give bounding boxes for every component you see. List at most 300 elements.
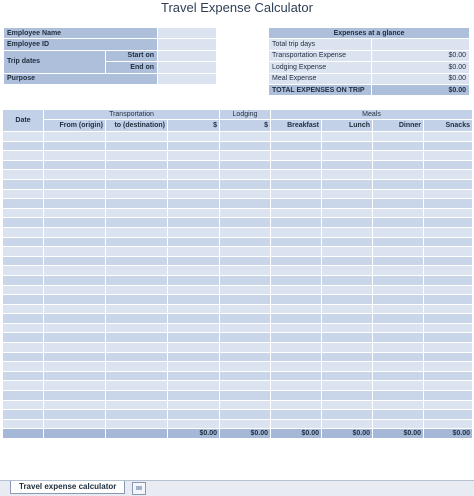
total-lodging[interactable]: $0.00	[220, 429, 271, 439]
grid-cell[interactable]	[322, 323, 373, 333]
grid-cell[interactable]	[322, 151, 373, 161]
grid-cell[interactable]	[106, 381, 168, 391]
grid-cell[interactable]	[168, 179, 220, 189]
grid-cell[interactable]	[271, 208, 322, 218]
table-row	[3, 391, 473, 401]
grid-cell[interactable]	[44, 323, 106, 333]
grid-cell[interactable]	[373, 151, 424, 161]
grid-cell[interactable]	[168, 275, 220, 285]
grid-cell[interactable]	[3, 371, 44, 381]
grid-cell[interactable]	[106, 247, 168, 257]
grid-cell[interactable]	[373, 256, 424, 266]
grid-cell[interactable]	[424, 256, 473, 266]
grid-cell[interactable]	[373, 419, 424, 429]
grid-cell[interactable]	[3, 132, 44, 142]
grid-cell[interactable]	[168, 247, 220, 257]
grid-cell[interactable]	[424, 410, 473, 420]
grid-cell[interactable]	[373, 295, 424, 305]
grid-cell[interactable]	[271, 314, 322, 324]
grid-cell[interactable]	[3, 151, 44, 161]
grid-cell[interactable]	[44, 237, 106, 247]
grid-cell[interactable]	[168, 323, 220, 333]
grid-cell[interactable]	[106, 275, 168, 285]
grid-cell[interactable]	[271, 160, 322, 170]
grid-cell[interactable]	[220, 285, 271, 295]
grid-cell[interactable]	[271, 275, 322, 285]
end-on-input[interactable]	[158, 62, 217, 73]
grid-cell[interactable]	[220, 352, 271, 362]
grid-cell[interactable]	[220, 218, 271, 228]
grid-cell[interactable]	[3, 352, 44, 362]
grid-cell[interactable]	[322, 333, 373, 343]
table-row	[3, 333, 473, 343]
grid-cell[interactable]	[424, 371, 473, 381]
grid-cell[interactable]	[44, 275, 106, 285]
grid-cell[interactable]	[424, 151, 473, 161]
grid-cell[interactable]	[106, 237, 168, 247]
grid-cell[interactable]	[271, 218, 322, 228]
grid-cell[interactable]	[106, 391, 168, 401]
grid-cell[interactable]	[322, 343, 373, 353]
grid-cell[interactable]	[44, 419, 106, 429]
grid-cell[interactable]	[220, 304, 271, 314]
grid-cell[interactable]	[44, 314, 106, 324]
grid-cell[interactable]	[3, 266, 44, 276]
grid-cell[interactable]	[373, 410, 424, 420]
grid-cell[interactable]	[373, 266, 424, 276]
grid-cell[interactable]	[322, 256, 373, 266]
summary-value[interactable]: $0.00	[371, 73, 469, 84]
grid-cell[interactable]	[44, 333, 106, 343]
sheet-tab-travel-expense-calculator[interactable]: Travel expense calculator	[10, 481, 125, 494]
grid-cell[interactable]	[424, 295, 473, 305]
grid-cell[interactable]	[44, 304, 106, 314]
grid-cell[interactable]	[373, 343, 424, 353]
grid-cell[interactable]	[271, 295, 322, 305]
summary-value[interactable]: $0.00	[371, 62, 469, 73]
grid-cell[interactable]	[424, 141, 473, 151]
grid-cell[interactable]	[373, 371, 424, 381]
grid-cell[interactable]	[3, 256, 44, 266]
grid-cell[interactable]	[3, 419, 44, 429]
grid-cell[interactable]	[424, 400, 473, 410]
grid-cell[interactable]	[322, 391, 373, 401]
grid-cell[interactable]	[106, 343, 168, 353]
start-on-input[interactable]	[158, 50, 217, 61]
grid-cell[interactable]	[106, 189, 168, 199]
grid-cell[interactable]	[3, 247, 44, 257]
grid-cell[interactable]	[3, 381, 44, 391]
grid-cell[interactable]	[322, 285, 373, 295]
grid-cell[interactable]	[271, 227, 322, 237]
grid-cell[interactable]	[271, 285, 322, 295]
grid-cell[interactable]	[424, 208, 473, 218]
grid-cell[interactable]	[106, 141, 168, 151]
grid-cell[interactable]	[3, 189, 44, 199]
grid-cell[interactable]	[424, 237, 473, 247]
grid-cell[interactable]	[44, 266, 106, 276]
grid-cell[interactable]	[271, 400, 322, 410]
grid-cell[interactable]	[220, 275, 271, 285]
grid-cell[interactable]	[322, 295, 373, 305]
grid-cell[interactable]	[168, 208, 220, 218]
grid-cell[interactable]	[3, 323, 44, 333]
grid-cell[interactable]	[322, 362, 373, 372]
grid-cell[interactable]	[106, 199, 168, 209]
grid-cell[interactable]	[168, 285, 220, 295]
grid-cell[interactable]	[271, 352, 322, 362]
grid-cell[interactable]	[3, 275, 44, 285]
total-expenses-value[interactable]: $0.00	[371, 84, 469, 95]
grid-cell[interactable]	[220, 247, 271, 257]
grid-cell[interactable]	[106, 419, 168, 429]
grid-cell[interactable]	[168, 371, 220, 381]
grid-cell[interactable]	[44, 343, 106, 353]
grid-cell[interactable]	[424, 343, 473, 353]
grid-cell[interactable]	[424, 247, 473, 257]
grid-cell[interactable]	[106, 151, 168, 161]
grid-cell[interactable]	[168, 343, 220, 353]
grid-cell[interactable]	[168, 266, 220, 276]
grid-cell[interactable]	[373, 247, 424, 257]
grid-cell[interactable]	[322, 381, 373, 391]
grid-cell[interactable]	[220, 266, 271, 276]
grid-cell[interactable]	[424, 391, 473, 401]
grid-cell[interactable]	[168, 314, 220, 324]
grid-cell[interactable]	[373, 304, 424, 314]
total-snacks[interactable]: $0.00	[424, 429, 473, 439]
grid-cell[interactable]	[220, 237, 271, 247]
grid-cell[interactable]	[220, 343, 271, 353]
grid-cell[interactable]	[44, 199, 106, 209]
grid-cell[interactable]	[3, 160, 44, 170]
grid-cell[interactable]	[322, 314, 373, 324]
grid-cell[interactable]	[424, 170, 473, 180]
grid-cell[interactable]	[106, 208, 168, 218]
grid-cell[interactable]	[44, 208, 106, 218]
summary-value[interactable]	[371, 39, 469, 50]
grid-cell[interactable]	[322, 400, 373, 410]
grid-cell[interactable]	[220, 400, 271, 410]
grid-cell[interactable]	[44, 160, 106, 170]
grid-cell[interactable]	[373, 333, 424, 343]
grid-cell[interactable]	[106, 400, 168, 410]
grid-cell[interactable]	[168, 381, 220, 391]
total-dinner[interactable]: $0.00	[373, 429, 424, 439]
grid-cell[interactable]	[220, 391, 271, 401]
grid-cell[interactable]	[271, 141, 322, 151]
grid-cell[interactable]	[168, 227, 220, 237]
grid-cell[interactable]	[322, 419, 373, 429]
grid-cell[interactable]	[3, 141, 44, 151]
grid-cell[interactable]	[220, 132, 271, 142]
grid-cell[interactable]	[220, 179, 271, 189]
grid-cell[interactable]	[424, 333, 473, 343]
grid-cell[interactable]	[220, 227, 271, 237]
grid-cell[interactable]	[322, 132, 373, 142]
grid-cell[interactable]	[220, 323, 271, 333]
grid-cell[interactable]	[271, 362, 322, 372]
grid-cell[interactable]	[271, 333, 322, 343]
grid-cell[interactable]	[3, 410, 44, 420]
grid-cell[interactable]	[322, 189, 373, 199]
grid-cell[interactable]	[168, 218, 220, 228]
grid-cell[interactable]	[44, 247, 106, 257]
grid-cell[interactable]	[271, 304, 322, 314]
grid-cell[interactable]	[373, 160, 424, 170]
grid-cell[interactable]	[106, 285, 168, 295]
grid-cell[interactable]	[106, 132, 168, 142]
grid-cell[interactable]	[168, 304, 220, 314]
grid-cell[interactable]	[424, 227, 473, 237]
grid-cell[interactable]	[3, 218, 44, 228]
grid-cell[interactable]	[322, 141, 373, 151]
grid-cell[interactable]	[424, 352, 473, 362]
grid-cell[interactable]	[168, 400, 220, 410]
grid-cell[interactable]	[44, 410, 106, 420]
grid-cell[interactable]	[424, 314, 473, 324]
grid-cell[interactable]	[220, 151, 271, 161]
grid-cell[interactable]	[106, 410, 168, 420]
grid-cell[interactable]	[373, 352, 424, 362]
grid-cell[interactable]	[168, 189, 220, 199]
grid-cell[interactable]	[322, 352, 373, 362]
grid-cell[interactable]	[44, 141, 106, 151]
grid-cell[interactable]	[106, 295, 168, 305]
grid-cell[interactable]	[220, 381, 271, 391]
grid-cell[interactable]	[322, 179, 373, 189]
purpose-input[interactable]	[158, 73, 217, 84]
grid-cell[interactable]	[3, 227, 44, 237]
grid-cell[interactable]	[168, 333, 220, 343]
grid-cell[interactable]	[168, 170, 220, 180]
grid-cell[interactable]	[44, 362, 106, 372]
grid-cell[interactable]	[373, 391, 424, 401]
grid-cell[interactable]	[424, 275, 473, 285]
grid-cell[interactable]	[44, 218, 106, 228]
grid-cell[interactable]	[271, 247, 322, 257]
grid-cell[interactable]	[168, 160, 220, 170]
grid-cell[interactable]	[44, 170, 106, 180]
grid-cell[interactable]	[220, 295, 271, 305]
grid-cell[interactable]	[44, 352, 106, 362]
grid-cell[interactable]	[3, 208, 44, 218]
grid-cell[interactable]	[373, 132, 424, 142]
grid-cell[interactable]	[322, 247, 373, 257]
grid-cell[interactable]	[424, 132, 473, 142]
grid-cell[interactable]	[44, 179, 106, 189]
grid-cell[interactable]	[373, 381, 424, 391]
grid-cell[interactable]	[3, 304, 44, 314]
grid-cell[interactable]	[322, 170, 373, 180]
grid-cell[interactable]	[220, 371, 271, 381]
grid-cell[interactable]	[373, 227, 424, 237]
total-lunch[interactable]: $0.00	[322, 429, 373, 439]
grid-cell[interactable]	[271, 170, 322, 180]
total-breakfast[interactable]: $0.00	[271, 429, 322, 439]
grid-cell[interactable]	[106, 362, 168, 372]
grid-cell[interactable]	[424, 179, 473, 189]
grid-cell[interactable]	[3, 170, 44, 180]
grid-cell[interactable]	[44, 256, 106, 266]
grid-cell[interactable]	[322, 275, 373, 285]
grid-cell[interactable]	[271, 237, 322, 247]
grid-cell[interactable]	[271, 381, 322, 391]
summary-value[interactable]: $0.00	[371, 50, 469, 61]
grid-cell[interactable]	[44, 371, 106, 381]
grid-cell[interactable]	[168, 199, 220, 209]
grid-cell[interactable]	[168, 132, 220, 142]
grid-cell[interactable]	[220, 199, 271, 209]
grid-cell[interactable]	[373, 362, 424, 372]
grid-cell[interactable]	[424, 419, 473, 429]
grid-cell[interactable]	[424, 160, 473, 170]
grid-cell[interactable]	[322, 371, 373, 381]
grid-cell[interactable]	[106, 256, 168, 266]
grid-cell[interactable]	[44, 400, 106, 410]
grid-cell[interactable]	[3, 362, 44, 372]
grid-cell[interactable]	[271, 343, 322, 353]
grid-cell[interactable]	[373, 189, 424, 199]
grid-cell[interactable]	[44, 189, 106, 199]
grid-cell[interactable]	[271, 256, 322, 266]
grid-cell[interactable]	[271, 391, 322, 401]
grid-cell[interactable]	[168, 391, 220, 401]
grid-cell[interactable]	[271, 323, 322, 333]
grid-cell[interactable]	[373, 314, 424, 324]
grid-cell[interactable]	[271, 266, 322, 276]
grid-cell[interactable]	[424, 189, 473, 199]
grid-cell[interactable]	[373, 237, 424, 247]
grid-cell[interactable]	[168, 419, 220, 429]
grid-cell[interactable]	[3, 333, 44, 343]
grid-cell[interactable]	[373, 199, 424, 209]
grid-cell[interactable]	[3, 199, 44, 209]
grid-cell[interactable]	[220, 189, 271, 199]
grid-cell[interactable]	[3, 179, 44, 189]
insert-sheet-icon[interactable]	[132, 482, 146, 495]
grid-cell[interactable]	[373, 179, 424, 189]
grid-cell[interactable]	[271, 179, 322, 189]
grid-cell[interactable]	[322, 199, 373, 209]
grid-cell[interactable]	[106, 304, 168, 314]
grid-cell[interactable]	[168, 362, 220, 372]
grid-cell[interactable]	[220, 160, 271, 170]
grid-cell[interactable]	[322, 410, 373, 420]
grid-cell[interactable]	[271, 189, 322, 199]
grid-cell[interactable]	[220, 333, 271, 343]
grid-cell[interactable]	[271, 419, 322, 429]
grid-cell[interactable]	[322, 160, 373, 170]
grid-cell[interactable]	[424, 323, 473, 333]
grid-cell[interactable]	[3, 237, 44, 247]
grid-cell[interactable]	[424, 304, 473, 314]
grid-cell[interactable]	[168, 410, 220, 420]
grid-cell[interactable]	[271, 151, 322, 161]
table-row	[3, 141, 473, 151]
grid-cell[interactable]	[220, 141, 271, 151]
grid-cell[interactable]	[322, 227, 373, 237]
grid-cell[interactable]	[168, 237, 220, 247]
grid-cell[interactable]	[373, 275, 424, 285]
grid-cell[interactable]	[106, 314, 168, 324]
grid-cell[interactable]	[373, 170, 424, 180]
grid-cell[interactable]	[220, 314, 271, 324]
grid-cell[interactable]	[220, 208, 271, 218]
grid-cell[interactable]	[106, 227, 168, 237]
grid-cell[interactable]	[106, 160, 168, 170]
grid-cell[interactable]	[271, 371, 322, 381]
grid-cell[interactable]	[373, 400, 424, 410]
grid-cell[interactable]	[106, 266, 168, 276]
grid-cell[interactable]	[220, 362, 271, 372]
grid-cell[interactable]	[106, 179, 168, 189]
grid-cell[interactable]	[322, 237, 373, 247]
grid-cell[interactable]	[271, 132, 322, 142]
grid-cell[interactable]	[424, 266, 473, 276]
grid-cell[interactable]	[3, 295, 44, 305]
grid-cell[interactable]	[220, 170, 271, 180]
grid-cell[interactable]	[373, 285, 424, 295]
grid-cell[interactable]	[168, 295, 220, 305]
grid-cell[interactable]	[106, 371, 168, 381]
grid-cell[interactable]	[424, 362, 473, 372]
grid-cell[interactable]	[271, 199, 322, 209]
grid-cell[interactable]	[168, 352, 220, 362]
grid-cell[interactable]	[373, 218, 424, 228]
grid-cell[interactable]	[3, 400, 44, 410]
grid-cell[interactable]	[322, 208, 373, 218]
grid-cell[interactable]	[44, 381, 106, 391]
grid-cell[interactable]	[168, 151, 220, 161]
grid-cell[interactable]	[44, 227, 106, 237]
grid-cell[interactable]	[106, 333, 168, 343]
grid-cell[interactable]	[322, 218, 373, 228]
grid-cell[interactable]	[373, 208, 424, 218]
grid-cell[interactable]	[322, 304, 373, 314]
total-transport[interactable]: $0.00	[168, 429, 220, 439]
grid-cell[interactable]	[106, 218, 168, 228]
grid-cell[interactable]	[44, 391, 106, 401]
grid-cell[interactable]	[424, 381, 473, 391]
grid-cell[interactable]	[424, 218, 473, 228]
grid-cell[interactable]	[220, 256, 271, 266]
grid-cell[interactable]	[3, 314, 44, 324]
grid-cell[interactable]	[220, 410, 271, 420]
grid-cell[interactable]	[106, 352, 168, 362]
employee-id-input[interactable]	[158, 39, 217, 50]
grid-cell[interactable]	[168, 256, 220, 266]
grid-cell[interactable]	[220, 419, 271, 429]
grid-cell[interactable]	[44, 151, 106, 161]
grid-cell[interactable]	[106, 323, 168, 333]
grid-cell[interactable]	[3, 285, 44, 295]
grid-cell[interactable]	[373, 323, 424, 333]
grid-cell[interactable]	[44, 285, 106, 295]
grid-cell[interactable]	[424, 285, 473, 295]
grid-cell[interactable]	[424, 199, 473, 209]
grid-cell[interactable]	[373, 141, 424, 151]
grid-cell[interactable]	[106, 170, 168, 180]
grid-cell[interactable]	[3, 343, 44, 353]
employee-name-input[interactable]	[158, 28, 217, 39]
grid-cell[interactable]	[3, 391, 44, 401]
grid-cell[interactable]	[322, 266, 373, 276]
grid-cell[interactable]	[168, 141, 220, 151]
grid-cell[interactable]	[44, 132, 106, 142]
grid-cell[interactable]	[271, 410, 322, 420]
grid-cell[interactable]	[44, 295, 106, 305]
